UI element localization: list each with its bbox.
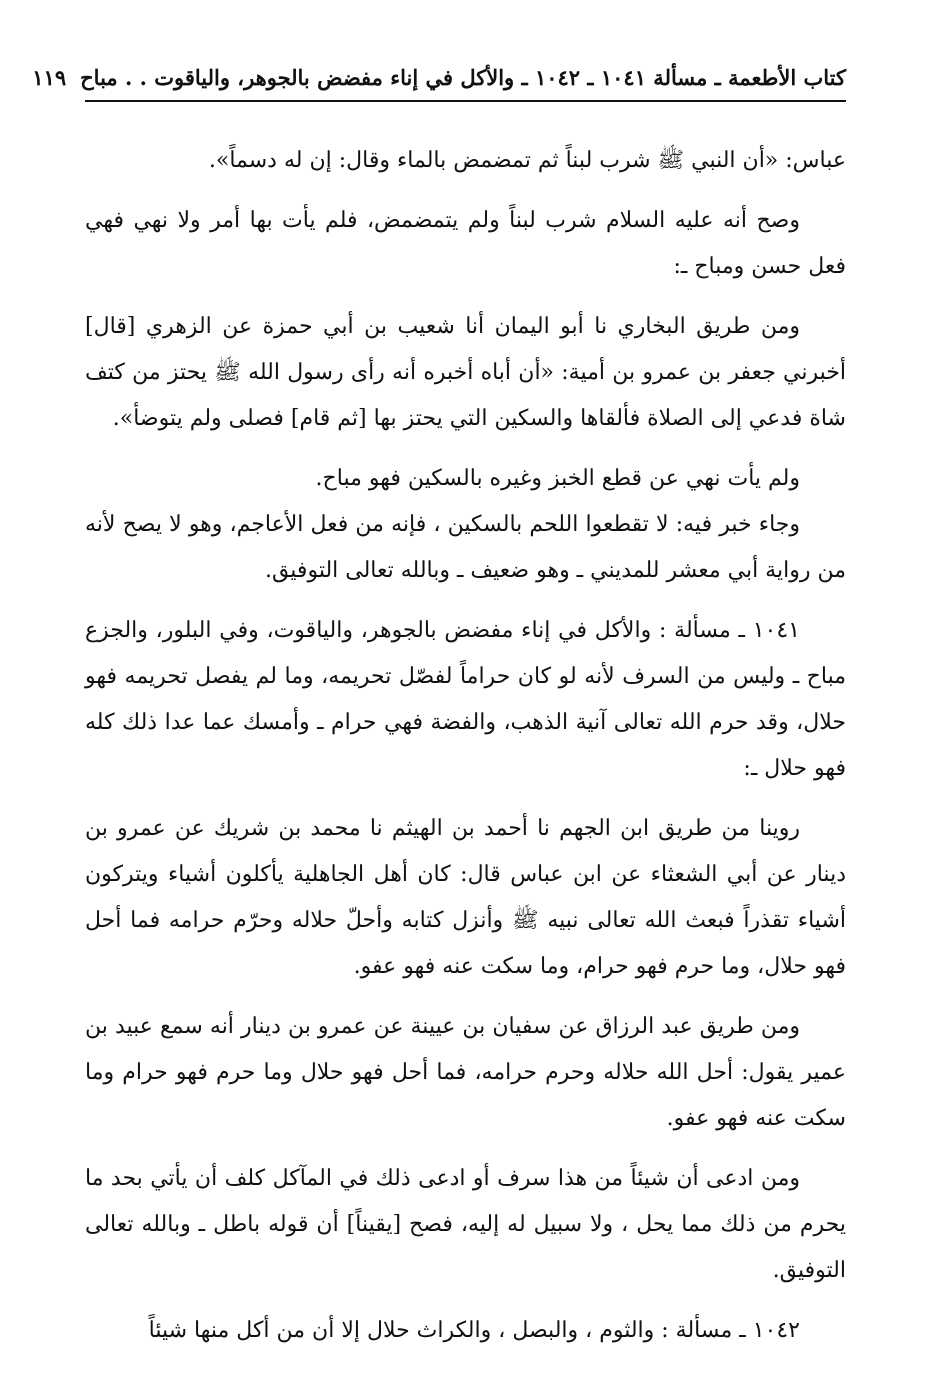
paragraph-continuation: عباس: «أن النبي ﷺ شرب لبناً ثم تمضمض بالماء وقال: إن له دسماً». bbox=[208, 148, 846, 173]
running-title: كتاب الأطعمة ـ مسألة ١٠٤١ ـ ١٠٤٢ ـ والأكل في إناء مفضض بالجوهر، والياقوت . . مباح bbox=[80, 65, 846, 90]
paragraph: ولم يأت نهي عن قطع الخبز وغيره بالسكين فهو مباح. bbox=[315, 466, 800, 491]
body-text bbox=[85, 138, 846, 1354]
paragraph: ومن طريق البخاري نا أبو اليمان أنا شعيب بن أبي حمزة عن الزهري [قال] أخبرني جعفر بن عمرو بن أمية: «أن أباه أخبره أنه رأى رسول الله ﷺ يحتز من كتف شاة فدعي إلى الصلاة فألقاها والسكين التي يحتز بها [ثم قام] فصلى ولم يتوضأ». bbox=[85, 314, 846, 431]
page-header bbox=[32, 56, 846, 102]
paragraph: وجاء خبر فيه: لا تقطعوا اللحم بالسكين ، فإنه من فعل الأعاجم، وهو لا يصح لأنه من رواية أبي معشر للمديني ـ وهو ضعيف ـ وبالله تعالى التوفيق. bbox=[85, 512, 846, 583]
paragraph: روينا من طريق ابن الجهم نا أحمد بن الهيثم نا محمد بن شريك عن عمرو بن دينار عن أبي الشعثاء عن ابن عباس قال: كان أهل الجاهلية يأكلون أشياء ويتركون أشياء تقذراً فبعث الله تعالى نبيه ﷺ وأنزل كتابه وأحلّ حلاله وحرّم حرامه فما أحل فهو حلال، وما حرم فهو حرام، وما سكت عنه فهو عفو. bbox=[85, 816, 846, 979]
paragraph: وصح أنه عليه السلام شرب لبناً ولم يتمضمض، فلم يأت بها أمر ولا نهي فهي فعل حسن ومباح ـ: bbox=[85, 208, 846, 279]
masala-1042-paragraph: ١٠٤٢ ـ مسألة : والثوم ، والبصل ، والكراث حلال إلا أن من أكل منها شيئاً bbox=[148, 1318, 800, 1343]
paragraph: ومن طريق عبد الرزاق عن سفيان بن عيينة عن عمرو بن دينار أنه سمع عبيد بن عمير يقول: أحل الله حلاله وحرم حرامه، فما أحل فهو حلال وما حرم فهو حرام وما سكت عنه فهو عفو. bbox=[85, 1014, 846, 1131]
paragraph: ومن ادعى أن شيئاً من هذا سرف أو ادعى ذلك في المآكل كلف أن يأتي بحد ما يحرم من ذلك مما يحل ، ولا سبيل له إليه، فصح [يقيناً] أن قوله باطل ـ وبالله تعالى التوفيق. bbox=[85, 1166, 846, 1283]
masala-1041-paragraph: ١٠٤١ ـ مسألة : والأكل في إناء مفضض بالجوهر، والياقوت، وفي البلور، والجزع مباح ـ وليس من السرف لأنه لو كان حراماً لفصّل تحريمه، وما لم يفصل تحريمه فهو حلال، وقد حرم الله تعالى آنية الذهب، والفضة فهي حرام ـ وأمسك عما عدا ذلك كله فهو حلال ـ: bbox=[85, 618, 846, 781]
page-number: ١١٩ bbox=[32, 65, 67, 90]
